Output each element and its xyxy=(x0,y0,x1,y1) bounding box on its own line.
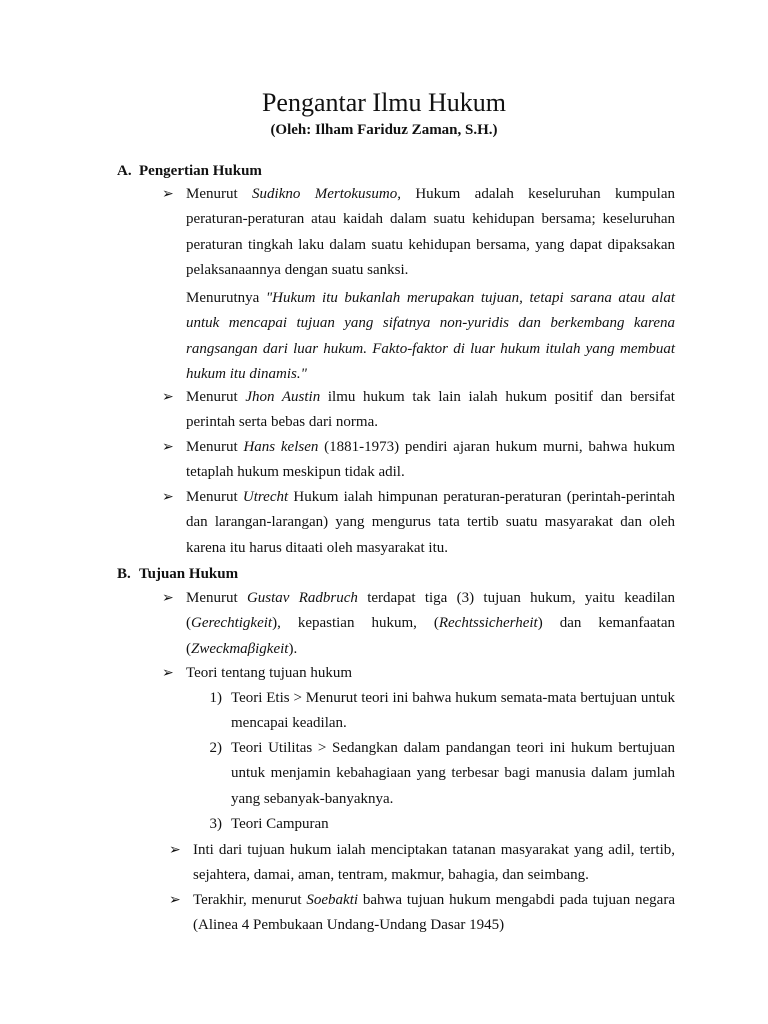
numbered-item: Teori Utilitas > Sedangkan dalam pandangan teori ini hukum bertujuan untuk menjamin kebahagiaan yang terbesar bagi manusia dalam jumlah yang sebanyak-banyaknya. xyxy=(231,740,675,807)
term: Gerechtigkeit xyxy=(191,615,273,632)
section-a-heading xyxy=(117,161,262,181)
author-name: Utrecht xyxy=(242,489,289,505)
page-title: Pengantar Ilmu Hukum xyxy=(261,88,507,117)
arrowhead-bullet-icon: ➢ xyxy=(169,893,181,908)
list-item: Terakhir, menurut Soebakti bahwa tujuan hukum mengabdi pada tujuan negara (Alinea 4 Pembukaan Undang-Undang Dasar 1945) xyxy=(193,892,675,934)
list-item: Menurut Hans kelsen (1881-1973) pendiri ajaran hukum murni, bahwa hukum tetaplah hukum meskipun tidak adil. xyxy=(186,439,675,481)
arrowhead-bullet-icon: ➢ xyxy=(162,390,174,405)
list-number: 1) xyxy=(209,690,222,706)
list-item: Inti dari tujuan hukum ialah menciptakan tatanan masyarakat yang adil, tertib, sejahtera, damai, aman, tentram, makmur, bahagia, dan seimbang. xyxy=(193,842,675,884)
list-item: Menurut Gustav Radbruch terdapat tiga (3) tujuan hukum, yaitu keadilan (Gerechtigkeit), kepastian hukum, (Rechtssicherheit) dan kemanfaatan (Zweckmaβigkeit). xyxy=(186,590,675,657)
list-number: 3) xyxy=(209,816,222,832)
numbered-item: Teori Etis > Menurut teori ini bahwa hukum semata-mata bertujuan untuk mencapai keadilan. xyxy=(231,690,675,732)
page-subtitle: (Oleh: Ilham Fariduz Zaman, S.H.) xyxy=(270,122,498,138)
numbered-item: Teori Campuran xyxy=(231,816,329,832)
section-a-title: Pengertian Hukum xyxy=(139,163,262,179)
quote: "Hukum itu bukanlah merupakan tujuan, tetapi sarana atau alat untuk mencapai tujuan yang sifatnya non-yuridis dan berkembang karena rangsangan dari luar hukum. Fakto-faktor di luar hukum itulah yang membuat hukum itu dinamis." xyxy=(186,290,675,383)
term: Zweckmaβigkeit xyxy=(191,640,289,657)
list-number: 2) xyxy=(209,740,222,756)
section-b-letter: B. xyxy=(117,566,131,582)
list-item: Menurut Utrecht Hukum ialah himpunan peraturan-peraturan (perintah-perintah dan larangan-larangan) yang mengurus tata tertib suatu masyarakat dan oleh karena itu harus ditaati oleh masyarakat itu. xyxy=(186,489,675,556)
arrowhead-bullet-icon: ➢ xyxy=(162,187,174,202)
arrowhead-bullet-icon: ➢ xyxy=(162,591,174,606)
arrowhead-bullet-icon: ➢ xyxy=(162,490,174,505)
section-b-title: Tujuan Hukum xyxy=(139,566,239,582)
term: Rechtssicherheit xyxy=(438,615,538,632)
author-name: Soebakti xyxy=(306,892,359,908)
list-item: Menurut Sudikno Mertokusumo, Hukum adalah keseluruhan kumpulan peraturan-peraturan atau kaidah dalam suatu kehidupan bersama; keseluruhan peraturan tingkah laku dalam suatu kehidupan bersama, yang dapat dipaksakan pelaksanaannya dengan suatu sanksi. Menurutnya "Hukum itu bukanlah merupakan tujuan, tetapi sarana atau alat untuk mencapai tujuan yang sifatnya non-yuridis dan berkembang karena rangsangan dari luar hukum. Fakto-faktor di luar hukum itulah yang membuat hukum itu dinamis." xyxy=(186,186,675,383)
section-a-letter: A. xyxy=(117,163,132,179)
section-b-heading xyxy=(117,564,238,584)
arrowhead-bullet-icon: ➢ xyxy=(162,666,174,681)
list-item: Teori tentang tujuan hukum xyxy=(186,665,352,681)
author-name: Jhon Austin xyxy=(245,389,321,405)
arrowhead-bullet-icon: ➢ xyxy=(162,440,174,455)
author-name: Sudikno Mertokusumo xyxy=(252,186,398,202)
author-name: Hans kelsen xyxy=(243,439,319,455)
author-name: Gustav Radbruch xyxy=(246,590,358,606)
list-item: Menurut Jhon Austin ilmu hukum tak lain ialah hukum positif dan bersifat perintah serta bebas dari norma. xyxy=(186,389,675,431)
arrowhead-bullet-icon: ➢ xyxy=(169,843,181,858)
